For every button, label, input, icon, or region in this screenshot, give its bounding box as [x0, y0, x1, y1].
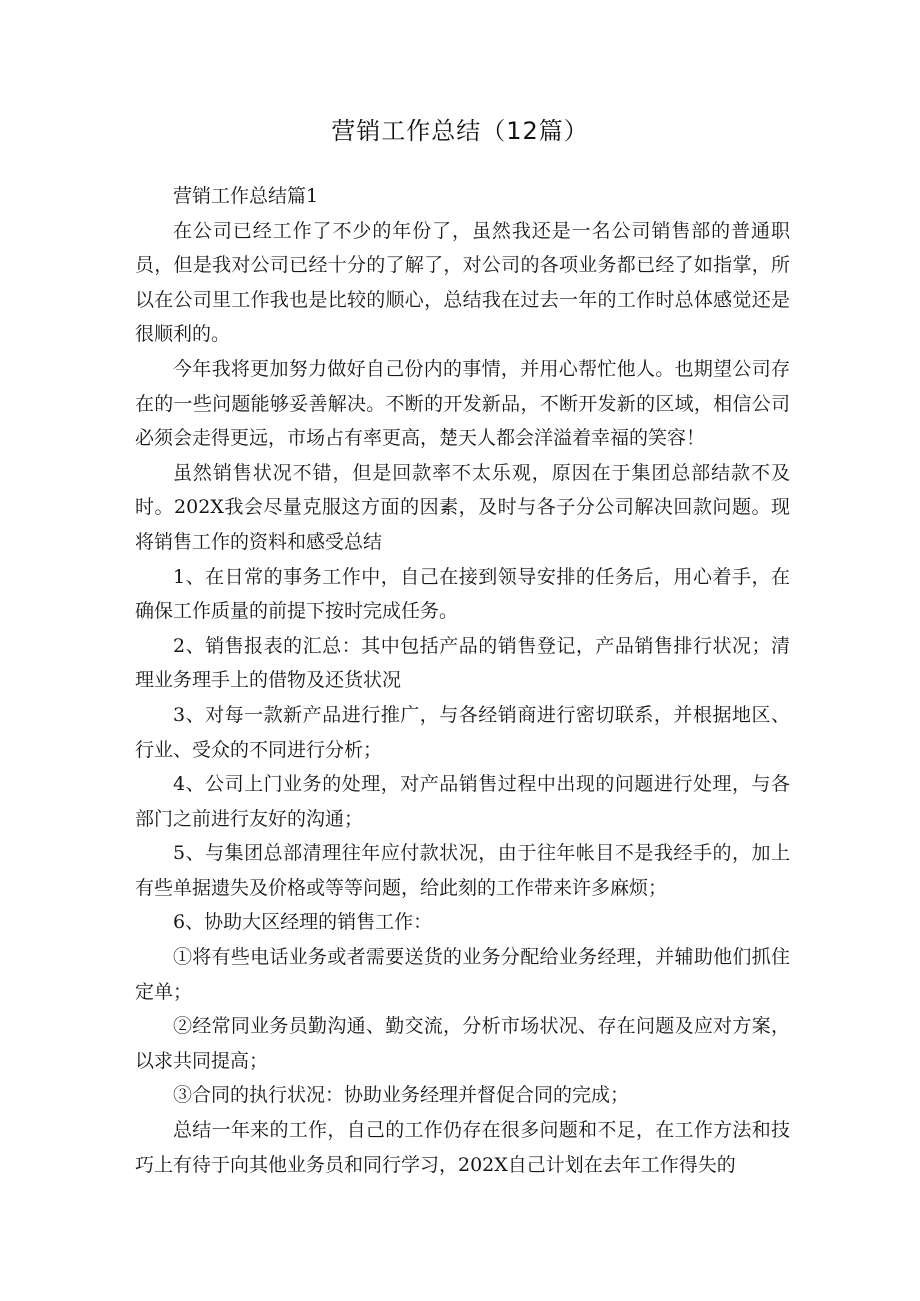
list-item: 5、与集团总部清理往年应付款状况，由于往年帐目不是我经手的，加上有些单据遗失及价格或等等问题，给此刻的工作带来许多麻烦；	[135, 842, 790, 899]
sub-list-item: ①将有些电话业务或者需要送货的业务分配给业务经理，并辅助他们抓住定单；	[135, 946, 790, 1003]
list-item: 6、协助大区经理的销售工作：	[173, 911, 433, 934]
document-title: 营销工作总结（12篇）	[331, 117, 589, 145]
document-body	[135, 179, 790, 1182]
paragraph: 虽然销售状况不错，但是回款率不太乐观，原因在于集团总部结款不及时。202X我会尽量克服这方面的因素，及时与各子分公司解决回款问题。现将销售工作的资料和感受总结	[135, 461, 790, 553]
sub-list-item: ③合同的执行状况：协助业务经理并督促合同的完成；	[173, 1084, 630, 1107]
list-item: 2、销售报表的汇总：其中包括产品的销售登记，产品销售排行状况；清理业务理手上的借物及还货状况	[135, 634, 790, 692]
sub-list-item: ②经常同业务员勤沟通、勤交流，分析市场状况、存在问题及应对方案，以求共同提高；	[135, 1015, 790, 1072]
paragraph: 在公司已经工作了不少的年份了，虽然我还是一名公司销售部的普通职员，但是我对公司已经十分的了解了，对公司的各项业务都已经了如指掌，所以在公司里工作我也是比较的顺心，总结我在过去一年的工作时总体感觉还是很顺利的。	[135, 219, 790, 346]
list-item: 4、公司上门业务的处理，对产品销售过程中出现的问题进行处理，与各部门之前进行友好的沟通；	[135, 773, 790, 830]
paragraph: 总结一年来的工作，自己的工作仍存在很多问题和不足，在工作方法和技巧上有待于向其他业务员和同行学习，202X自己计划在去年工作得失的	[135, 1119, 790, 1176]
list-item: 3、对每一款新产品进行推广，与各经销商进行密切联系，并根据地区、行业、受众的不同进行分析；	[135, 703, 790, 761]
list-item: 1、在日常的事务工作中，自己在接到领导安排的任务后，用心着手，在确保工作质量的前提下按时完成任务。	[135, 565, 790, 623]
section-heading: 营销工作总结篇1	[173, 185, 319, 207]
paragraph: 今年我将更加努力做好自己份内的事情，并用心帮忙他人。也期望公司存在的一些问题能够妥善解决。不断的开发新品，不断开发新的区域，相信公司必须会走得更远，市场占有率更高，楚天人都会洋溢着幸福的笑容！	[135, 357, 790, 450]
